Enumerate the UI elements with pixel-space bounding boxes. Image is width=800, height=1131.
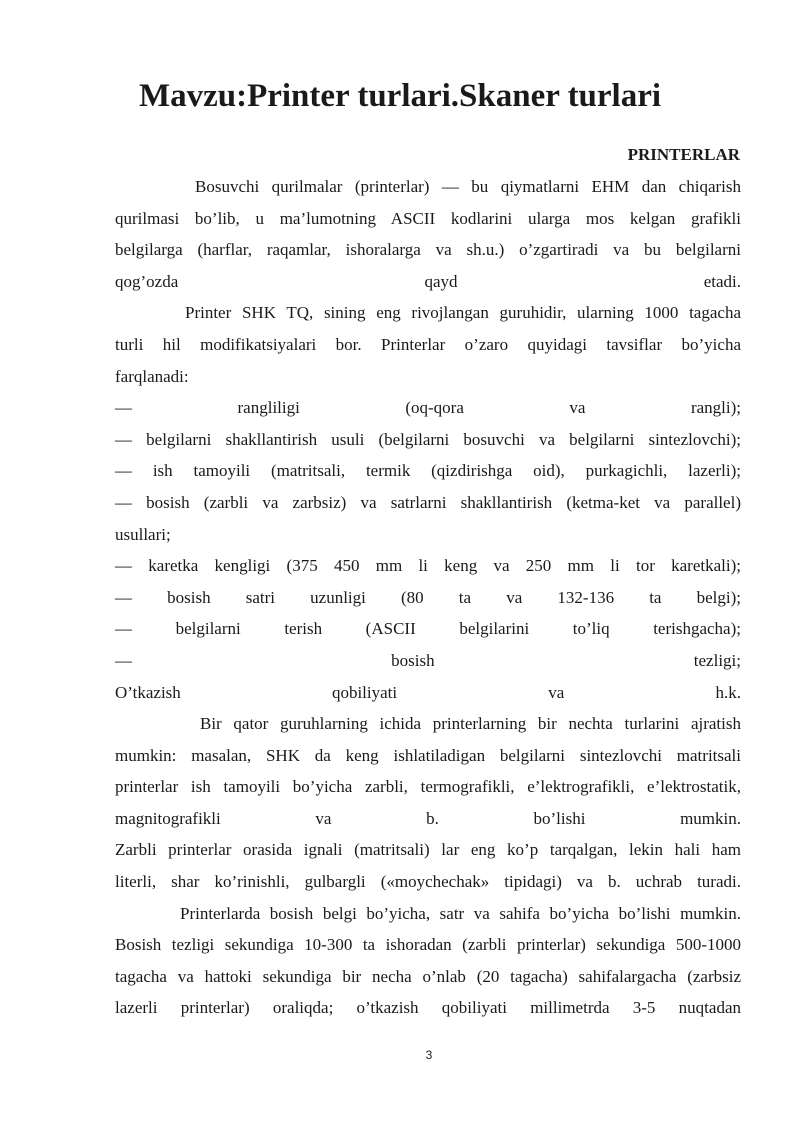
text-line: Printerlarda bosish belgi bo’yicha, satr va sahifa bo’yicha bo’lishi mumkin. xyxy=(180,903,741,923)
body-text xyxy=(115,171,741,1024)
page-number: 3 xyxy=(425,1048,433,1062)
text-line: usullari; xyxy=(115,524,171,544)
text-line: — karetka kengligi (375 450 mm li keng va 250 mm li tor karetkali); xyxy=(115,556,741,576)
text-line: — belgilarni shakllantirish usuli (belgilarni bosuvchi va belgilarni sintezlovchi); xyxy=(115,429,741,449)
text-line: — belgilarni terish (ASCII belgilarini to’liq terishgacha); xyxy=(115,619,741,639)
text-line: magnitografikli va b. bo’lishi mumkin. xyxy=(115,808,741,828)
text-line: qurilmasi bo’lib, u ma’lumotning ASCII kodlarini ularga mos kelgan grafikli xyxy=(115,208,741,228)
text-line: Bosish tezligi sekundiga 10-300 ta ishoradan (zarbli printerlar) sekundiga 500-1000 xyxy=(115,935,741,955)
section-heading: PRINTERLAR xyxy=(627,145,740,164)
text-line: printerlar ish tamoyili bo’yicha zarbli, termografikli, e’lektrografikli, e’lektrostatik, xyxy=(115,777,741,797)
text-line: — ish tamoyili (matritsali, termik (qizdirishga oid), purkagichli, lazerli); xyxy=(115,461,741,481)
text-line: O’tkazish qobiliyati va h.k. xyxy=(115,682,741,702)
text-line: Bosuvchi qurilmalar (printerlar) — bu qiymatlarni EHM dan chiqarish xyxy=(195,177,741,196)
text-line: Bir qator guruhlarning ichida printerlarning bir nechta turlarini ajratish xyxy=(200,714,741,734)
text-line: belgilarga (harflar, raqamlar, ishoralarga va sh.u.) o’zgartiradi va bu belgilarni xyxy=(115,240,741,260)
text-line: — bosish (zarbli va zarbsiz) va satrlarni shakllantirish (ketma-ket va parallel) xyxy=(115,492,741,512)
text-line: literli, shar ko’rinishli, gulbargli («moychechak» tipidagi) va b. uchrab turadi. xyxy=(115,872,741,892)
text-line: — rangliligi (oq-qora va rangli); xyxy=(115,398,741,418)
text-line: Zarbli printerlar orasida ignali (matritsali) lar eng ko’p tarqalgan, lekin hali ham xyxy=(115,840,741,860)
text-line: turli hil modifikatsiyalari bor. Printerlar o’zaro quyidagi tavsiflar bo’yicha xyxy=(115,334,741,354)
text-line: farqlanadi: xyxy=(115,366,189,386)
page-title: Mavzu:Printer turlari.Skaner turlari xyxy=(138,78,662,114)
text-line: Printer SHK TQ, sining eng rivojlangan guruhidir, ularning 1000 tagacha xyxy=(185,303,741,323)
text-line: — bosish tezligi; xyxy=(115,650,741,670)
text-line: qog’ozda qayd etadi. xyxy=(115,271,741,291)
text-line: tagacha va hattoki sekundiga bir necha o’nlab (20 tagacha) sahifalargacha (zarbsiz xyxy=(115,966,741,986)
text-line: mumkin: masalan, SHK da keng ishlatiladigan belgilarni sintezlovchi matritsali xyxy=(115,745,741,765)
text-line: — bosish satri uzunligi (80 ta va 132-136 ta belgi); xyxy=(115,587,741,607)
text-line: lazerli printerlar) oraliqda; o’tkazish qobiliyati millimetrda 3-5 nuqtadan xyxy=(115,998,741,1018)
